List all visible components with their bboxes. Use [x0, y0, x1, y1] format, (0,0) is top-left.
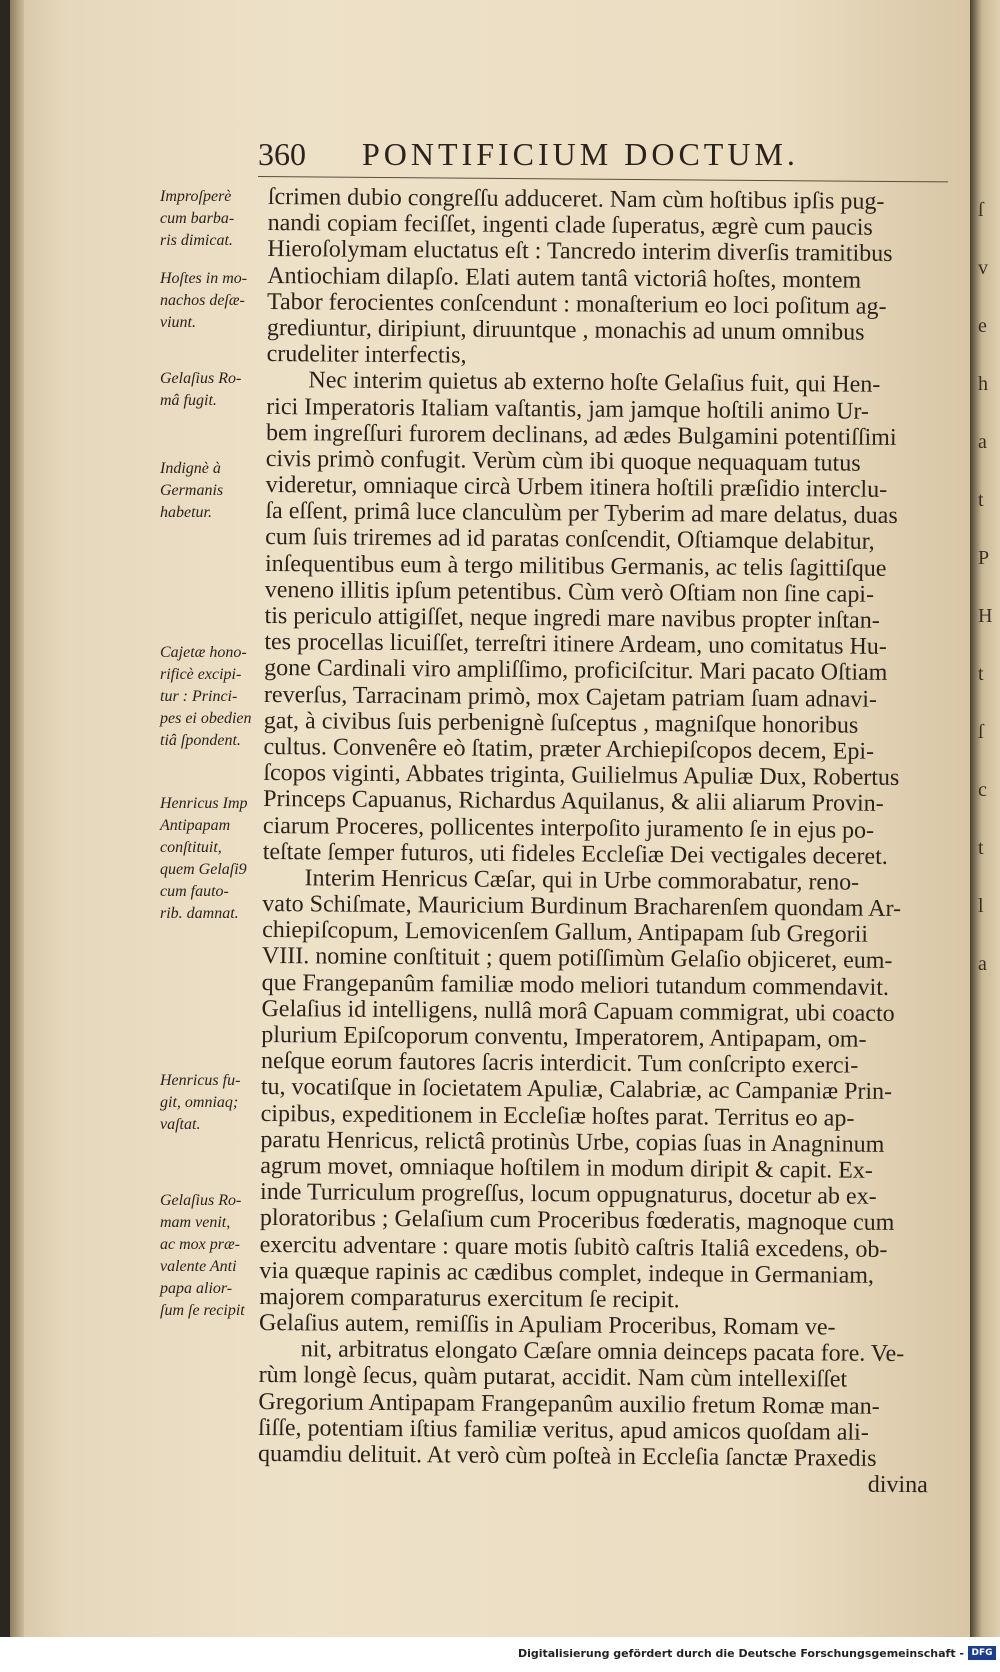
text-line: Gelaſius id intelligens, nullâ morâ Capuam commigrat, ubi coacto	[261, 995, 895, 1027]
margin-note-line: pes ei obedien	[160, 710, 252, 727]
margin-note-line: conſtituit,	[160, 839, 222, 856]
facing-page-letter: ſ	[978, 721, 984, 743]
margin-note-line: Hoſtes in mo-	[160, 270, 248, 287]
margin-note-line: cum barba-	[160, 210, 235, 227]
text-line: majorem comparaturus exercitum ſe recipit.	[259, 1283, 680, 1314]
text-line: Nec interim quietus ab externo hoſte Gelaſius fuit, qui Hen-	[308, 367, 881, 399]
margin-note-line: valente Anti	[160, 1258, 237, 1275]
text-line: ciarum Proceres, pollicentes interpoſito juramento ſe in ejus po-	[262, 812, 875, 844]
text-line: VIII. nomine conſtituit ; quem potiſſimùm Gelaſio objiceret, eum-	[261, 943, 893, 975]
text-line: bem ingreſſuri furorem declinans, ad ædes Bulgamini potentiſſimi	[265, 419, 897, 451]
facing-page-letter: c	[978, 779, 987, 801]
text-line: paratu Henricus, relictâ protinùs Urbe, copias ſuas in Anagninum	[260, 1126, 885, 1158]
text-line: chiepiſcopum, Lemovicenſem Gallum, Antipapam ſub Gregorii	[262, 917, 869, 948]
margin-note	[160, 1070, 270, 1136]
facing-page-letter: h	[978, 373, 988, 395]
text-line: ſcopos viginti, Abbates triginta, Guilielmus Apuliæ Dux, Robertus	[263, 760, 900, 792]
facing-page-letter: a	[978, 431, 987, 453]
page-header	[258, 136, 948, 176]
margin-note-line: ac mox præ-	[160, 1236, 240, 1253]
margin-note	[160, 268, 270, 334]
text-line: Gelaſius autem, remiſſis in Apuliam Proceribus, Romam ve-	[258, 1310, 836, 1341]
facing-page-letter: a	[978, 953, 987, 975]
margin-note-line: ris dimicat.	[160, 232, 233, 249]
running-title: PONTIFICIUM DOCTUM.	[362, 136, 799, 172]
text-line: crudeliter interfectis,	[266, 341, 467, 369]
margin-note-line: mâ fugit.	[160, 392, 217, 409]
margin-note-line: rib. damnat.	[160, 905, 239, 922]
margin-note-line: nachos deſæ-	[160, 292, 245, 309]
text-line: tu, vocatiſque in ſocietatem Apuliæ, Calabriæ, ac Campaniæ Prin-	[260, 1074, 893, 1106]
text-line: rùm longè ſecus, quàm putarat, accidit. Nam cùm intellexiſſet	[258, 1362, 848, 1394]
text-line: tes procellas licuiſſet, terreſtri itinere Ardeam, uno comitatus Hu-	[264, 629, 887, 661]
margin-note	[160, 642, 270, 752]
text-line: civis primò confugit. Verùm cùm ibi quoque nequaquam tutus	[265, 445, 861, 477]
text-line: que Frangepanûm familiæ modo meliori tutandum commendavit.	[261, 969, 890, 1001]
facing-page-letter: P	[978, 547, 990, 569]
margin-note-line: ſum ſe recipit	[160, 1302, 245, 1319]
margin-note-line: tur : Princi-	[160, 688, 238, 705]
text-line: via quæque rapinis ac cædibus complet, indeque in Germaniam,	[259, 1257, 875, 1289]
facing-page-letter: v	[978, 257, 988, 279]
digitization-footer	[0, 1637, 1000, 1672]
text-line: vato Schiſmate, Mauricium Burdinum Bracharenſem quondam Ar-	[262, 891, 902, 923]
margin-note	[160, 793, 270, 925]
margin-note-line: rificè excipi-	[160, 666, 242, 683]
dfg-logo: DFG	[968, 1646, 996, 1660]
margin-note-line: tiâ ſpondent.	[160, 732, 241, 749]
text-line: inſequentibus eum à tergo militibus Germanis, ac telis ſagittiſque	[264, 550, 887, 582]
catchword: divina	[867, 1471, 928, 1499]
text-line: tis periculo attigiſſet, neque ingredi mare navibus propter inſtan-	[264, 602, 880, 634]
text-line: cultus. Convenêre eò ſtatim, præter Archiepiſcopos decem, Epi-	[263, 733, 875, 765]
text-line: gone Cardinali viro ampliſſimo, proficiſcitur. Mari pacato Oſtiam	[264, 655, 888, 687]
facing-page-letter: l	[978, 895, 984, 917]
footer-credit: Digitalisierung gefördert durch die Deutsche Forschungsgemeinschaft -	[517, 1647, 964, 1660]
text-line: Antiochiam dilapſo. Elati autem tantâ victoriâ hoſtes, montem	[267, 262, 862, 294]
text-line: Princeps Capuanus, Richardus Aquilanus, & alii aliarum Provin-	[263, 786, 884, 818]
text-line: cipibus, expeditionem in Eccleſiæ hoſtes parat. Territus eo ap-	[260, 1100, 855, 1132]
text-line: nandi copiam feciſſet, ingenti clade ſuperatus, ægrè cum paucis	[267, 210, 873, 241]
margin-note-line: Gelaſius Ro-	[160, 370, 242, 387]
page-gutter-shadow	[10, 0, 24, 1637]
margin-note-line: Germanis	[160, 482, 224, 499]
text-line: nit, arbitratus elongato Cæſare omnia deinceps pacata fore. Ve-	[300, 1336, 905, 1368]
margin-note-line: Cajetæ hono-	[160, 644, 247, 661]
text-line: plurium Epiſcoporum conventu, Imperatorem, Antipapam, om-	[261, 1021, 867, 1053]
margin-note-line: viunt.	[160, 314, 196, 331]
margin-note	[160, 458, 270, 524]
margin-note	[160, 186, 270, 252]
text-line: quamdiu delituit. At verò cùm poſteà in Eccleſia ſanctæ Praxedis	[257, 1440, 877, 1472]
text-line: reverſus, Tarracinam primò, mox Cajetam patriam ſuam adnavi-	[263, 681, 878, 713]
text-line: Gregorium Antipapam Frangepanûm auxilio fretum Romæ man-	[258, 1388, 880, 1420]
body-text	[258, 184, 944, 1499]
facing-page-letter: t	[978, 837, 984, 859]
facing-page-letter: t	[978, 663, 984, 685]
facing-page-edge	[970, 0, 1000, 1637]
text-line: Hieroſolymam eluctatus eſt : Tancredo interim diverſis tramitibus	[267, 236, 893, 268]
text-line: veneno illitis ipſum petentibus. Cùm verò Oſtiam non ſine capi-	[264, 576, 875, 608]
facing-page-letter: H	[978, 605, 993, 627]
text-line: ploratoribus ; Gelaſium cum Proceribus fœderatis, magnoque cum	[259, 1205, 895, 1237]
margin-note	[160, 368, 270, 412]
text-line: agrum movet, omniaque hoſtilem in modum diripit & capit. Ex-	[260, 1152, 873, 1184]
margin-note-line: Antipapam	[160, 817, 231, 834]
text-line: Tabor ferocientes conſcendunt : monaſterium eo loci poſitum ag-	[266, 288, 887, 320]
text-line: cum ſuis triremes ad id paratas conſcendit, Oſtiamque delabitur,	[265, 524, 875, 556]
margin-note-line: Henricus fu-	[160, 1072, 241, 1089]
text-line: grediuntur, diripiunt, diruuntque , monachis ad unum omnibus	[266, 314, 865, 346]
margin-note-line: Gelaſius Ro-	[160, 1192, 242, 1209]
margin-note-line: Improſperè	[160, 188, 232, 205]
text-line: videretur, omniaque circà Urbem itinera hoſtili præſidio interclu-	[265, 472, 888, 503]
text-line: inde Turriculum progreſſus, locum oppugnaturus, docetur ab ex-	[259, 1179, 877, 1210]
margin-note-line: vaſtat.	[160, 1116, 201, 1133]
margin-note-line: Indignè à	[160, 460, 221, 477]
margin-note-line: papa alior-	[160, 1280, 233, 1297]
margin-note-line: quem Gelaſi9	[160, 861, 247, 878]
text-line: exercitu adventare : quare motis ſubitò caſtris Italiâ excedens, ob-	[259, 1231, 888, 1263]
text-line: teſtate ſemper futuros, uti fideles Eccleſiæ Dei vectigales deceret.	[262, 838, 888, 870]
margin-note-line: Henricus Imp	[160, 795, 248, 812]
text-line: rici Imperatoris Italiam vaſtantis, jam jamque hoſtili animo Ur-	[266, 393, 870, 425]
text-line: ſiſſe, potentiam iſtius familiæ veritus, apud amicos quoſdam ali-	[258, 1414, 869, 1446]
text-line: neſque eorum fautores ſacris interdicit. Tum conſcripto exerci-	[261, 1048, 859, 1079]
margin-note	[160, 1190, 270, 1322]
margin-note-line: git, omniaq;	[160, 1094, 239, 1111]
facing-page-letter: e	[978, 315, 987, 337]
text-line: ſcrimen dubio congreſſu adduceret. Nam cùm hoſtibus ipſis pug-	[267, 184, 885, 215]
facing-page-letter: ſ	[978, 199, 984, 221]
text-line: gat, à civibus ſuis perbenignè ſuſceptus , magniſque honoribus	[263, 707, 859, 739]
text-line: Interim Henricus Cæſar, qui in Urbe commorabatur, reno-	[304, 865, 860, 896]
margin-note-line: mam venit,	[160, 1214, 231, 1231]
text-line: ſa eſſent, primâ luce clanculùm per Tyberim ad mare delatus, duas	[265, 498, 898, 530]
margin-note-line: cum fauto-	[160, 883, 229, 900]
facing-page-letter: t	[978, 489, 984, 511]
margin-note-line: habetur.	[160, 504, 212, 521]
page-number: 360	[258, 136, 306, 172]
